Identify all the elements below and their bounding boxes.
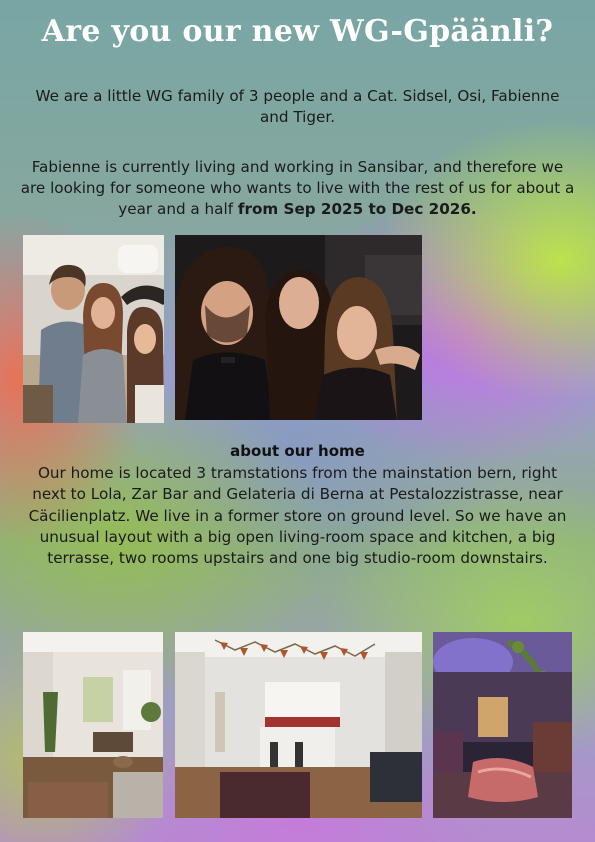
home-heading: about our home: [230, 442, 365, 460]
photo-living-room: [23, 632, 163, 818]
photo-airplane-selfie: [23, 235, 164, 423]
search-text: Fabienne is currently living and working in Sansibar, and therefore we are looking for someone who wants to live with the rest of us for about a year and a half: [20, 158, 575, 218]
home-paragraph: Our home is located 3 tramstations from the mainstation bern, right next to Lola, Zar Bar and Gelateria di Berna at Pestalozzistrasse, near Cäcilienplatz. We live in a former store on ground level. So we have an unusual layout with a big open living-room space and kitchen, a big terrasse, two rooms upstairs and one big studio-room downstairs.: [28, 464, 567, 568]
search-paragraph: [20, 157, 575, 220]
search-dates: from Sep 2025 to Dec 2026.: [237, 200, 477, 218]
photo-open-kitchen: [175, 632, 422, 818]
photo-night-selfie: [175, 235, 422, 420]
intro-paragraph: We are a little WG family of 3 people and a Cat. Sidsel, Osi, Fabienne and Tiger.: [35, 87, 560, 126]
photo-studio-room: [433, 632, 572, 818]
page-title: Are you our new WG-Gpäänli?: [41, 14, 554, 49]
